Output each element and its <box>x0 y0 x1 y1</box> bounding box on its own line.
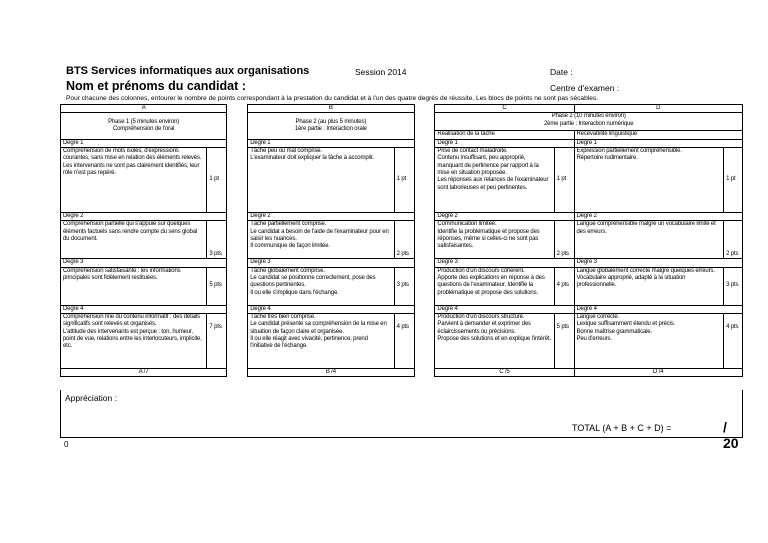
degree-label: Degré 2 <box>574 212 743 220</box>
criteria-text: Langue correcte. Lexique suffisamment étendu et précis. Bonne maîtrise grammaticale. Peu d'erreurs. <box>574 313 724 368</box>
score-b[interactable]: B /4 <box>248 368 414 376</box>
score-a[interactable]: A /7 <box>61 368 227 376</box>
degree-label: Degré 2 <box>435 212 574 220</box>
criteria-text: Production d'un discours structuré. Parvient à demander et exprimer des éclaircissements ou précisions. Propose des solutions et en explique l'intérêt. <box>435 313 554 368</box>
page-number: 0 <box>64 440 69 449</box>
points-cell[interactable]: 3 pts <box>207 221 227 259</box>
evaluation-grid <box>60 104 743 377</box>
points-cell[interactable]: 5 pts <box>207 267 227 305</box>
degree-label: Degré 2 <box>248 212 414 220</box>
points-cell[interactable]: 2 pts <box>394 221 414 259</box>
degree-label: Degré 4 <box>61 305 227 313</box>
points-cell[interactable]: 3 pts <box>394 267 414 305</box>
points-cell[interactable]: 4 pts <box>554 267 574 305</box>
column-letter-c: C <box>435 105 574 113</box>
document-title: BTS Services informatiques aux organisations <box>66 65 310 77</box>
degree-label: Degré 3 <box>574 259 743 267</box>
criteria-text: Production d'un discours cohérent. Apporte des explications en réponse à des questions de l'examinateur. Identifie la problématique et propose des solutions. <box>435 267 554 305</box>
criteria-text: Tâche très bien comprise. Le candidat présente sa compréhension de la mise en situation de façon claire et organisée. Il ou elle réagit avec vivacité, pertinence, prend l'initiative de l'échange. <box>248 313 394 368</box>
criteria-text: Tâche partiellement comprise. Le candidat a besoin de l'aide de l'examinateur pour en saisir les nuances. Il communique de façon limitée. <box>248 221 394 259</box>
points-cell[interactable]: 7 pts <box>207 313 227 368</box>
degree-label: Degré 4 <box>435 305 574 313</box>
degree-label: Degré 3 <box>61 259 227 267</box>
degree-label: Degré 2 <box>61 212 227 220</box>
degree-label: Degré 1 <box>435 139 574 147</box>
degree-label: Degré 3 <box>435 259 574 267</box>
appreciation-label: Appréciation : <box>65 393 117 403</box>
points-cell[interactable]: 1 pt <box>207 147 227 212</box>
criteria-text: Langue compréhensible malgré un vocabulaire limité et des erreurs. <box>574 221 724 259</box>
column-letter-d: D <box>574 105 743 113</box>
total-score[interactable]: / 20 <box>723 419 739 451</box>
task-completion-subheader: Réalisation de la tâche <box>435 131 574 139</box>
degree-label: Degré 4 <box>574 305 743 313</box>
criteria-text: Tâche globalement comprise. Le candidat se positionne correctement, pose des questions pertinentes. Il ou elle s'implique dans l'échange. <box>248 267 394 305</box>
column-letter-a: A <box>61 105 227 113</box>
degree-label: Degré 1 <box>574 139 743 147</box>
degree-label: Degré 3 <box>248 259 414 267</box>
degree-label: Degré 4 <box>248 305 414 313</box>
points-cell[interactable]: 1 pt <box>724 147 743 212</box>
session-label: Session 2014 <box>355 67 407 77</box>
linguistic-subheader: Recevabilité linguistique <box>574 131 743 139</box>
phase-a-header: Phase 1 (5 minutes environ) Compréhension de l'oral <box>61 113 227 139</box>
score-c[interactable]: C /5 <box>435 368 574 376</box>
candidate-name-label: Nom et prénoms du candidat : <box>66 79 246 93</box>
score-d[interactable]: D /4 <box>574 368 743 376</box>
exam-centre-label: Centre d'examen : <box>550 83 620 93</box>
degree-label: Degré 1 <box>61 139 227 147</box>
points-cell[interactable]: 5 pts <box>554 313 574 368</box>
criteria-text: Communication limitée. Identifie la problématique et propose des réponses, même si celles-ci ne sont pas satisfaisantes. <box>435 221 554 259</box>
criteria-text: Compréhension partielle qui s'appuie sur quelques éléments factuels sans rendre compte du sens global du document. <box>61 221 207 259</box>
criteria-text: Compréhension de mots isolés, d'expressions courantes, sans mise en relation des éléments relevés. Les intervenants ne sont pas clairement identifiés, leur rôle n'est pas repéré. <box>61 147 207 212</box>
points-cell[interactable]: 2 pts <box>554 221 574 259</box>
criteria-text: Tâche peu ou mal comprise. L'examinateur doit expliquer la tâche à accomplir. <box>248 147 394 212</box>
points-cell[interactable]: 4 pts <box>394 313 414 368</box>
criteria-text: Compréhension satisfaisante : les informations principales sont fidèlement restituées. <box>61 267 207 305</box>
phase-cd-header: Phase 2 (10 minutes environ) 2ème partie : Interaction numérique <box>435 113 743 131</box>
date-label: Date : <box>550 67 573 77</box>
criteria-text: Prise de contact maladroite. Contenu insuffisant, peu approprié, manquant de pertinence par rapport à la mise en situation proposée. Les réponses aux relances de l'examinateur sont laborieuses et peu pertinentes. <box>435 147 554 212</box>
points-cell[interactable]: 1 pt <box>554 147 574 212</box>
degree-label: Degré 1 <box>248 139 414 147</box>
points-cell[interactable]: 4 pts <box>724 313 743 368</box>
total-label: TOTAL (A + B + C + D) = <box>572 423 672 433</box>
points-cell[interactable]: 1 pt <box>394 147 414 212</box>
points-cell[interactable]: 3 pts <box>724 267 743 305</box>
appreciation-box[interactable] <box>60 390 743 451</box>
phase-b-header: Phase 2 (au plus 5 minutes) 1ère partie : Interaction orale <box>248 113 414 139</box>
column-letter-b: B <box>248 105 414 113</box>
criteria-text: Compréhension fine du contenu informatif : des détails significatifs sont relevés et organisés. L'attitude des intervenants est perçue : ton, humeur, point de vue, relations entre les interlocuteurs, implicite, etc. <box>61 313 207 368</box>
criteria-text: Langue globalement correcte malgré quelques erreurs. Vocabulaire approprié, adapté à la situation professionnelle. <box>574 267 724 305</box>
points-cell[interactable]: 2 pts <box>724 221 743 259</box>
criteria-text: Expression partiellement compréhensible. Répertoire rudimentaire. <box>574 147 724 212</box>
instructions-text: Pour chacune des colonnes, entourer le nombre de points correspondant à la prestation du candidat et à l'un des quatre degrés de réussite. Les blocs de points ne sont pas sécables. <box>66 95 599 102</box>
